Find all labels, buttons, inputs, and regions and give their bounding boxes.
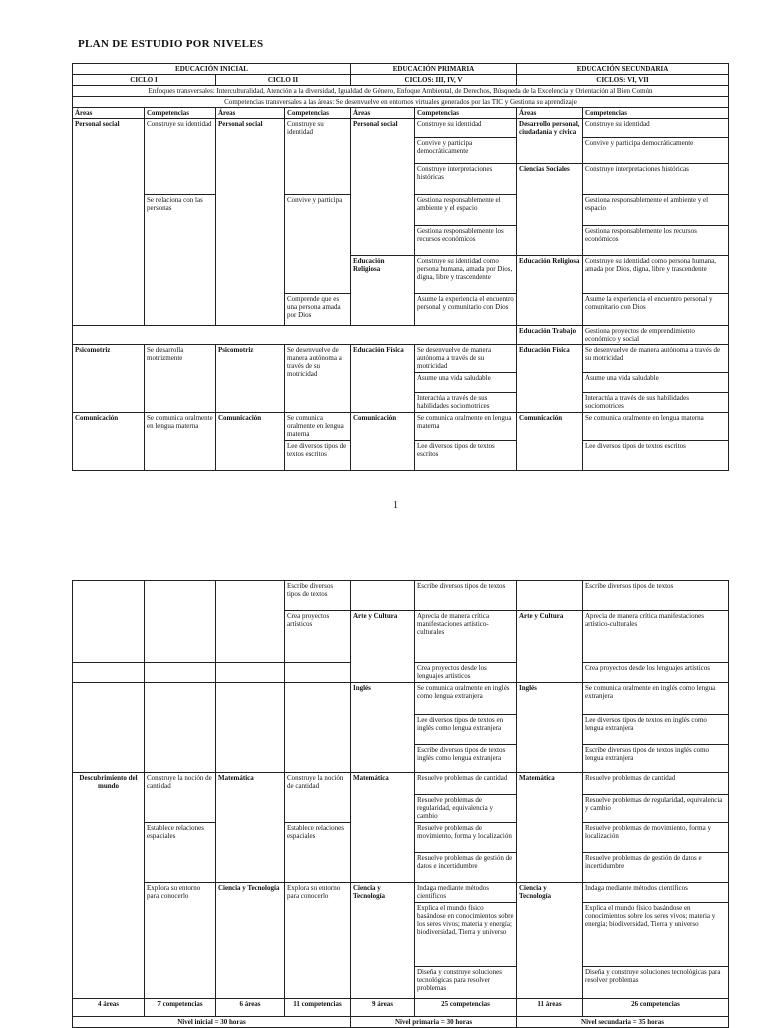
empty-cell [285, 663, 351, 683]
competency-cell: Convive y participa democráticamente [415, 138, 517, 164]
competency-cell: Explica el mundo físico basándose en conocimientos sobre los seres vivos; materia y energía; biodiversidad, Tierra y universo [415, 903, 517, 967]
competency-cell: Explora su entorno para conocerlo [285, 883, 351, 999]
total-horas-inicial: Nivel inicial = 30 horas [73, 1017, 351, 1028]
competency-cell: Construye su identidad como persona humana, amada por Dios, digna, libre y trascendente [583, 256, 729, 294]
level-primaria: EDUCACIÓN PRIMARIA [351, 64, 517, 75]
competency-cell: Gestiona responsablemente el ambiente y el espacio [415, 195, 517, 226]
total-horas-primaria: Nivel primaria = 30 horas [351, 1017, 517, 1028]
competency-cell: Se comunica oralmente en lengua materna [285, 413, 351, 441]
empty-cell [216, 663, 285, 683]
competency-cell: Resuelve problemas de regularidad, equivalencia y cambio [583, 795, 729, 823]
empty-cell [73, 683, 145, 773]
competency-cell: Explica el mundo físico basándose en conocimientos sobre los seres vivos; materia y energía; biodiversidad, Tierra y universo [583, 903, 729, 967]
total-horas-secundaria: Nivel secundaria = 35 horas [517, 1017, 729, 1028]
competency-cell: Explora su entorno para conocerlo [145, 883, 216, 999]
competency-cell: Construye la noción de cantidad [285, 773, 351, 823]
total-areas: 6 áreas [216, 999, 285, 1017]
area-cell: Inglés [351, 683, 415, 773]
competency-cell: Escribe diversos tipos de textos [583, 581, 729, 611]
col-competencias: Competencias [285, 108, 351, 119]
area-cell: Matemática [351, 773, 415, 883]
col-areas: Áreas [351, 108, 415, 119]
empty-cell [285, 683, 351, 773]
area-cell: Ciencia y Tecnología [216, 883, 285, 999]
competency-cell: Indaga mediante métodos científicos [415, 883, 517, 903]
total-competencias: 25 competencias [415, 999, 517, 1017]
cycle-secundaria: CICLOS: VI, VII [517, 75, 729, 86]
area-cell: Inglés [517, 683, 583, 773]
area-cell: Personal social [351, 119, 415, 256]
competency-cell: Comprende que es una persona amada por Dios [285, 294, 351, 326]
competency-cell: Escribe diversos tipos de textos inglés como lengua extranjera [415, 745, 517, 773]
col-competencias: Competencias [145, 108, 216, 119]
area-cell: Arte y Cultura [517, 611, 583, 683]
competency-cell: Asume una vida saludable [583, 373, 729, 393]
total-areas: 9 áreas [351, 999, 415, 1017]
area-cell: Personal social [73, 119, 145, 326]
competency-cell: Escribe diversos tipos de textos [415, 581, 517, 611]
competency-cell: Se desenvuelve de manera autónoma a través de su motricidad [285, 345, 351, 413]
competency-cell: Se comunica oralmente en inglés como lengua extranjera [583, 683, 729, 715]
total-competencias: 11 competencias [285, 999, 351, 1017]
page-number: 1 [393, 500, 398, 511]
col-competencias: Competencias [415, 108, 517, 119]
plan-table-page-2 [72, 580, 729, 1028]
competency-cell: Gestiona responsablemente los recursos económicos [415, 226, 517, 256]
competency-cell: Se comunica oralmente en inglés como lengua extranjera [415, 683, 517, 715]
competency-cell: Diseña y construye soluciones tecnológicas para resolver problemas [415, 967, 517, 999]
competency-cell: Asume una vida saludable [415, 373, 517, 393]
competency-cell: Construye su identidad como persona humana, amada por Dios, digna, libre y trascendente [415, 256, 517, 294]
competency-cell: Establece relaciones espaciales [285, 823, 351, 883]
competency-cell: Convive y participa democráticamente [583, 138, 729, 164]
area-cell: Educación Física [351, 345, 415, 413]
total-competencias: 7 competencias [145, 999, 216, 1017]
empty-cell [351, 581, 415, 611]
cycle-2: CICLO II [216, 75, 351, 86]
total-competencias: 26 competencias [583, 999, 729, 1017]
col-competencias: Competencias [583, 108, 729, 119]
empty-cell [216, 581, 285, 663]
empty-cell [145, 683, 216, 773]
competency-cell: Resuelve problemas de movimiento, forma y localización [415, 823, 517, 853]
competency-cell: Resuelve problemas de regularidad, equivalencia y cambio [415, 795, 517, 823]
level-secundaria: EDUCACIÓN SECUNDARIA [517, 64, 729, 75]
competency-cell: Crea proyectos artísticos [285, 611, 351, 663]
area-cell: Educación Trabajo [517, 326, 583, 345]
area-cell: Personal social [216, 119, 285, 326]
competency-cell: Se desenvuelve de manera autónoma a través de su motricidad [415, 345, 517, 373]
area-cell: Educación Física [517, 345, 583, 413]
empty-cell [73, 663, 145, 683]
empty-cell [73, 326, 517, 345]
competency-cell: Se relaciona con las personas [145, 195, 216, 326]
area-cell: Ciencia y Tecnología [351, 883, 415, 999]
area-cell: Educación Religiosa [351, 256, 415, 326]
competency-cell: Asume la experiencia el encuentro personal y comunitario con Dios [415, 294, 517, 326]
area-cell: Arte y Cultura [351, 611, 415, 683]
competency-cell: Se comunica oralmente en lengua materna [415, 413, 517, 441]
competency-cell: Resuelve problemas de gestión de datos e incertidumbre [415, 853, 517, 883]
cycle-1: CICLO I [73, 75, 216, 86]
competency-cell: Establece relaciones espaciales [145, 823, 216, 883]
competency-cell: Diseña y construye soluciones tecnológicas para resolver problemas [583, 967, 729, 999]
total-areas: 4 áreas [73, 999, 145, 1017]
area-cell: Comunicación [351, 413, 415, 471]
competency-cell: Gestiona proyectos de emprendimiento económico y social [583, 326, 729, 345]
competency-cell: Interactúa a través de sus habilidades sociomotrices [583, 393, 729, 413]
competency-cell: Crea proyectos desde los lenguajes artísticos [415, 663, 517, 683]
empty-cell [216, 683, 285, 773]
area-cell: Matemática [517, 773, 583, 883]
area-cell: Comunicación [216, 413, 285, 471]
competency-cell: Construye su identidad [415, 119, 517, 138]
enfoques-transversales: Enfoques transversales: Interculturalidad, Atención a la diversidad, Igualdad de Género, Enfoque Ambiental, de Derechos, Búsqueda de la Excelencia y Orientación al Bien Común [73, 86, 729, 97]
competency-cell: Indaga mediante métodos científicos [583, 883, 729, 903]
competency-cell: Se desarrolla motrizmente [145, 345, 216, 413]
empty-cell [517, 581, 583, 611]
competency-cell: Resuelve problemas de cantidad [583, 773, 729, 795]
competency-cell: Lee diversos tipos de textos escritos [415, 441, 517, 471]
area-cell: Matemática [216, 773, 285, 883]
competency-cell: Lee diversos tipos de textos en inglés como lengua extranjera [415, 715, 517, 745]
competency-cell: Escribe diversos tipos de textos inglés como lengua extranjera [583, 745, 729, 773]
area-cell: Psicomotriz [216, 345, 285, 413]
competency-cell: Construye su identidad [145, 119, 216, 195]
area-cell: Desarrollo personal, ciudadanía y cívica [517, 119, 583, 164]
competency-cell: Se comunica oralmente en lengua materna [145, 413, 216, 471]
competency-cell: Resuelve problemas de movimiento, forma y localización [583, 823, 729, 853]
col-areas: Áreas [73, 108, 145, 119]
empty-cell [73, 581, 145, 663]
col-areas: Áreas [517, 108, 583, 119]
competency-cell: Se comunica oralmente en lengua materna [583, 413, 729, 441]
cycle-primaria: CICLOS: III, IV, V [351, 75, 517, 86]
total-areas: 11 áreas [517, 999, 583, 1017]
competency-cell: Crea proyectos desde los lenguajes artísticos [583, 663, 729, 683]
level-inicial: EDUCACIÓN INICIAL [73, 64, 351, 75]
competency-cell: Escribe diversos tipos de textos [285, 581, 351, 611]
competency-cell: Construye interpretaciones históricas [583, 164, 729, 195]
competency-cell: Se desenvuelve de manera autónoma a través de su motricidad [583, 345, 729, 373]
area-cell: Descubrimiento del mundo [73, 773, 145, 999]
area-cell: Ciencia y Tecnología [517, 883, 583, 999]
competency-cell: Interactúa a través de sus habilidades sociomotrices [415, 393, 517, 413]
area-cell: Comunicación [517, 413, 583, 471]
competency-cell: Construye su identidad [583, 119, 729, 138]
competency-cell: Lee diversos tipos de textos escritos [583, 441, 729, 471]
empty-cell [145, 663, 216, 683]
plan-table-page-1 [72, 63, 729, 471]
competency-cell: Construye interpretaciones históricas [415, 164, 517, 195]
area-cell: Psicomotriz [73, 345, 145, 413]
area-cell: Comunicación [73, 413, 145, 471]
area-cell: Ciencias Sociales [517, 164, 583, 256]
competency-cell: Gestiona responsablemente el ambiente y el espacio [583, 195, 729, 226]
empty-cell [145, 581, 216, 663]
competency-cell: Resuelve problemas de gestión de datos e incertidumbre [583, 853, 729, 883]
document-title: PLAN DE ESTUDIO POR NIVELES [78, 38, 264, 50]
competencias-transversales: Competencias transversales a las áreas: Se desenvuelve en entornos virtuales generados por las TIC y Gestiona su aprendizaje [73, 97, 729, 108]
area-cell: Educación Religiosa [517, 256, 583, 326]
competency-cell: Lee diversos tipos de textos en inglés como lengua extranjera [583, 715, 729, 745]
col-areas: Áreas [216, 108, 285, 119]
competency-cell: Aprecia de manera crítica manifestaciones artístico-culturales [583, 611, 729, 663]
competency-cell: Gestiona responsablemente los recursos económicos [583, 226, 729, 256]
competency-cell: Construye la noción de cantidad [145, 773, 216, 823]
competency-cell: Lee diversos tipos de textos escritos [285, 441, 351, 471]
competency-cell: Aprecia de manera crítica manifestaciones artístico-culturales [415, 611, 517, 663]
competency-cell: Convive y participa [285, 195, 351, 294]
competency-cell: Resuelve problemas de cantidad [415, 773, 517, 795]
competency-cell: Construye su identidad [285, 119, 351, 195]
competency-cell: Asume la experiencia el encuentro personal y comunitario con Dios [583, 294, 729, 326]
